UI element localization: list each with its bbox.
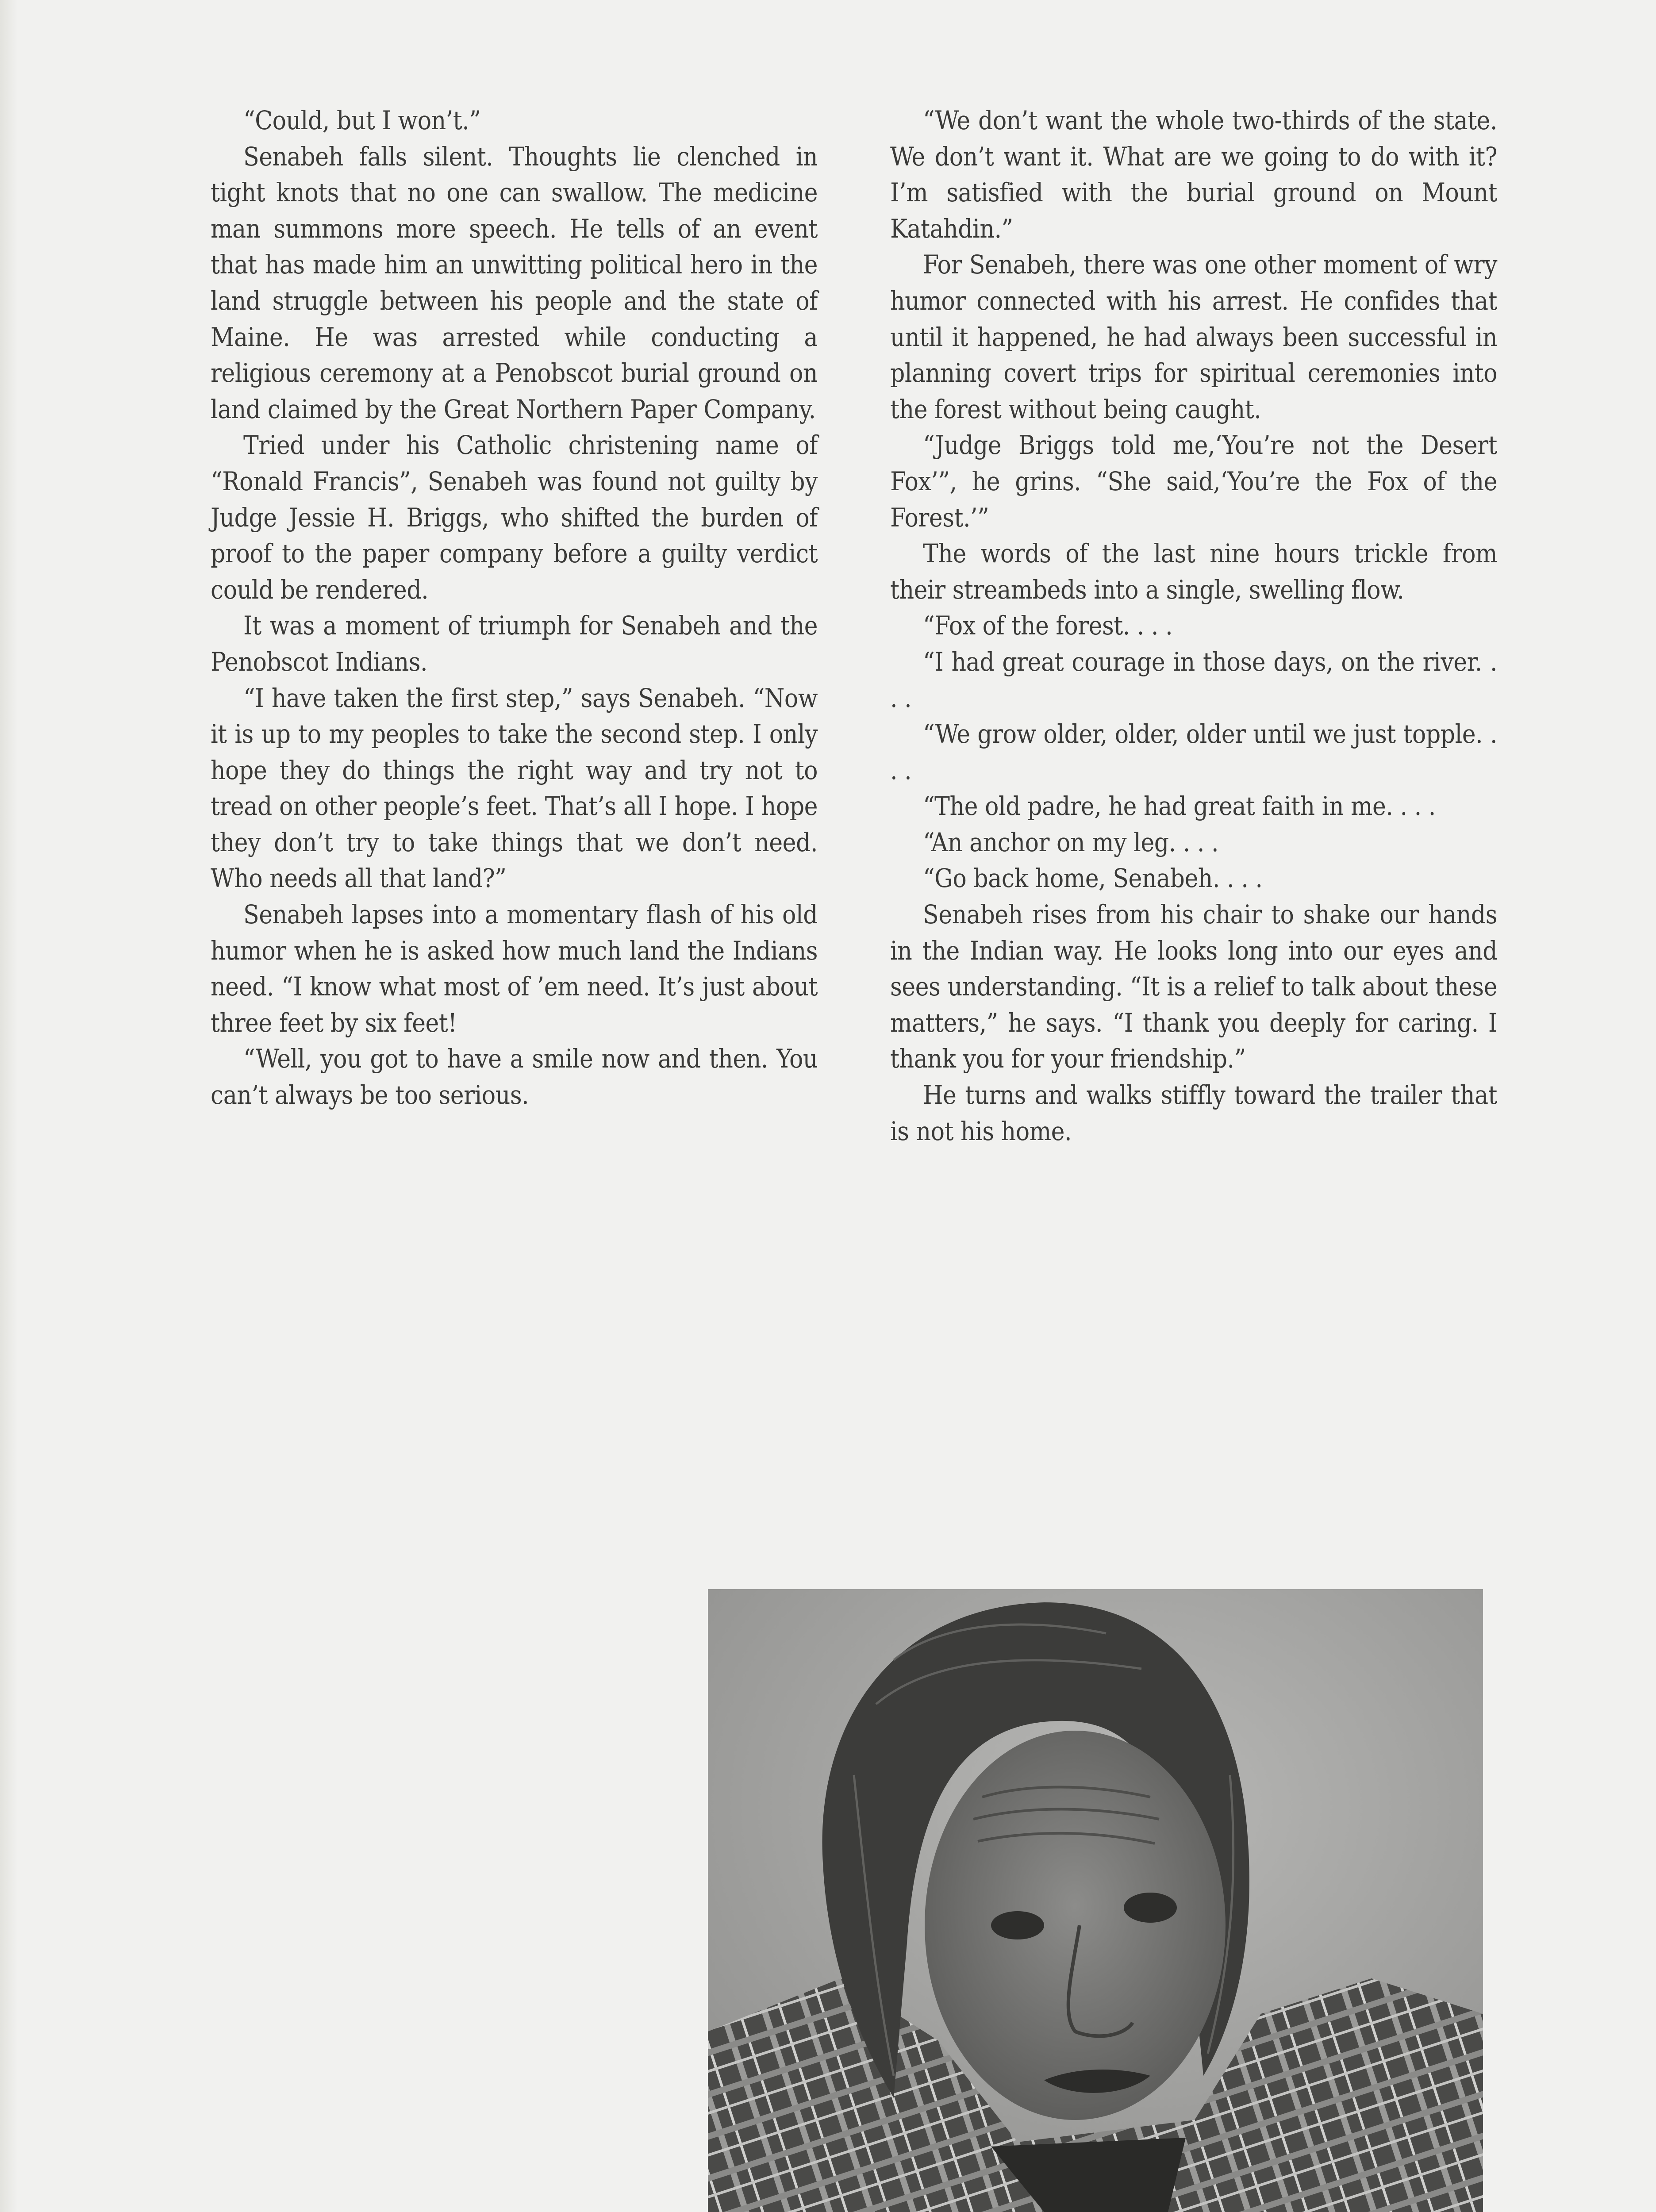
- paragraph: It was a moment of triumph for Senabeh and the Penobscot Indians.: [211, 611, 818, 677]
- paragraph: “Fox of the forest. . . .: [923, 611, 1173, 641]
- page-binding-edge: [0, 0, 18, 2212]
- paragraph: “Judge Briggs told me,‘You’re not the Desert Fox’”, he grins. “She said,‘You’re the Fox of the Forest.’”: [890, 430, 1497, 533]
- paragraph: Senabeh rises from his chair to shake our hands in the Indian way. He looks long into our eyes and sees understanding. “It is a relief to talk about these matters,” he says. “I thank you deeply for caring. I thank you for your friendship.”: [890, 899, 1497, 1074]
- paragraph: For Senabeh, there was one other moment of wry humor connected with his arrest. He confides that until it happened, he had always been successful in planning covert trips for spiritual ceremonies into the forest without being caught.: [890, 250, 1497, 424]
- right-text-column: [890, 103, 1497, 1149]
- paragraph: Tried under his Catholic christening name of “Ronald Francis”, Senabeh was found not guilty by Judge Jessie H. Briggs, who shifted the burden of proof to the paper company before a guilty verdict could be rendered.: [211, 430, 818, 605]
- paragraph: Senabeh falls silent. Thoughts lie clenched in tight knots that no one can swallow. The medicine man summons more speech. He tells of an event that has made him an unwitting political hero in the land struggle between his people and the state of Maine. He was arrested while conducting a religious ceremony at a Penobscot burial ground on land claimed by the Great Northern Paper Company.: [211, 141, 818, 424]
- portrait-photo: [708, 1589, 1483, 2212]
- paragraph: “The old padre, he had great faith in me. . . .: [923, 791, 1436, 822]
- portrait-illustration: [708, 1589, 1483, 2212]
- left-text-column: [211, 103, 818, 1114]
- paragraph: “I had great courage in those days, on the river. . . .: [890, 646, 1497, 713]
- paragraph: “An anchor on my leg. . . .: [923, 827, 1219, 857]
- paragraph: He turns and walks stiffly toward the trailer that is not his home.: [890, 1080, 1497, 1146]
- paragraph: “We don’t want the whole two-thirds of the state. We don’t want it. What are we going to do with it? I’m satisfied with the burial ground on Mount Katahdin.”: [890, 105, 1497, 244]
- paragraph: “We grow older, older, older until we just topple. . . .: [890, 719, 1497, 785]
- paragraph: The words of the last nine hours trickle from their streambeds into a single, swelling flow.: [890, 538, 1497, 605]
- paragraph: Senabeh lapses into a momentary flash of his old humor when he is asked how much land the Indians need. “I know what most of ’em need. It’s just about three feet by six feet!: [211, 899, 818, 1038]
- paragraph: “Could, but I won’t.”: [243, 105, 481, 135]
- paragraph: “I have taken the first step,” says Senabeh. “Now it is up to my peoples to take the second step. I only hope they do things the right way and try not to tread on other people’s feet. That’s all I hope. I hope they don’t try to take things that we don’t need. Who needs all that land?”: [211, 683, 818, 894]
- paragraph: “Go back home, Senabeh. . . .: [923, 863, 1263, 894]
- paragraph: “Well, you got to have a smile now and then. You can’t always be too serious.: [211, 1044, 818, 1110]
